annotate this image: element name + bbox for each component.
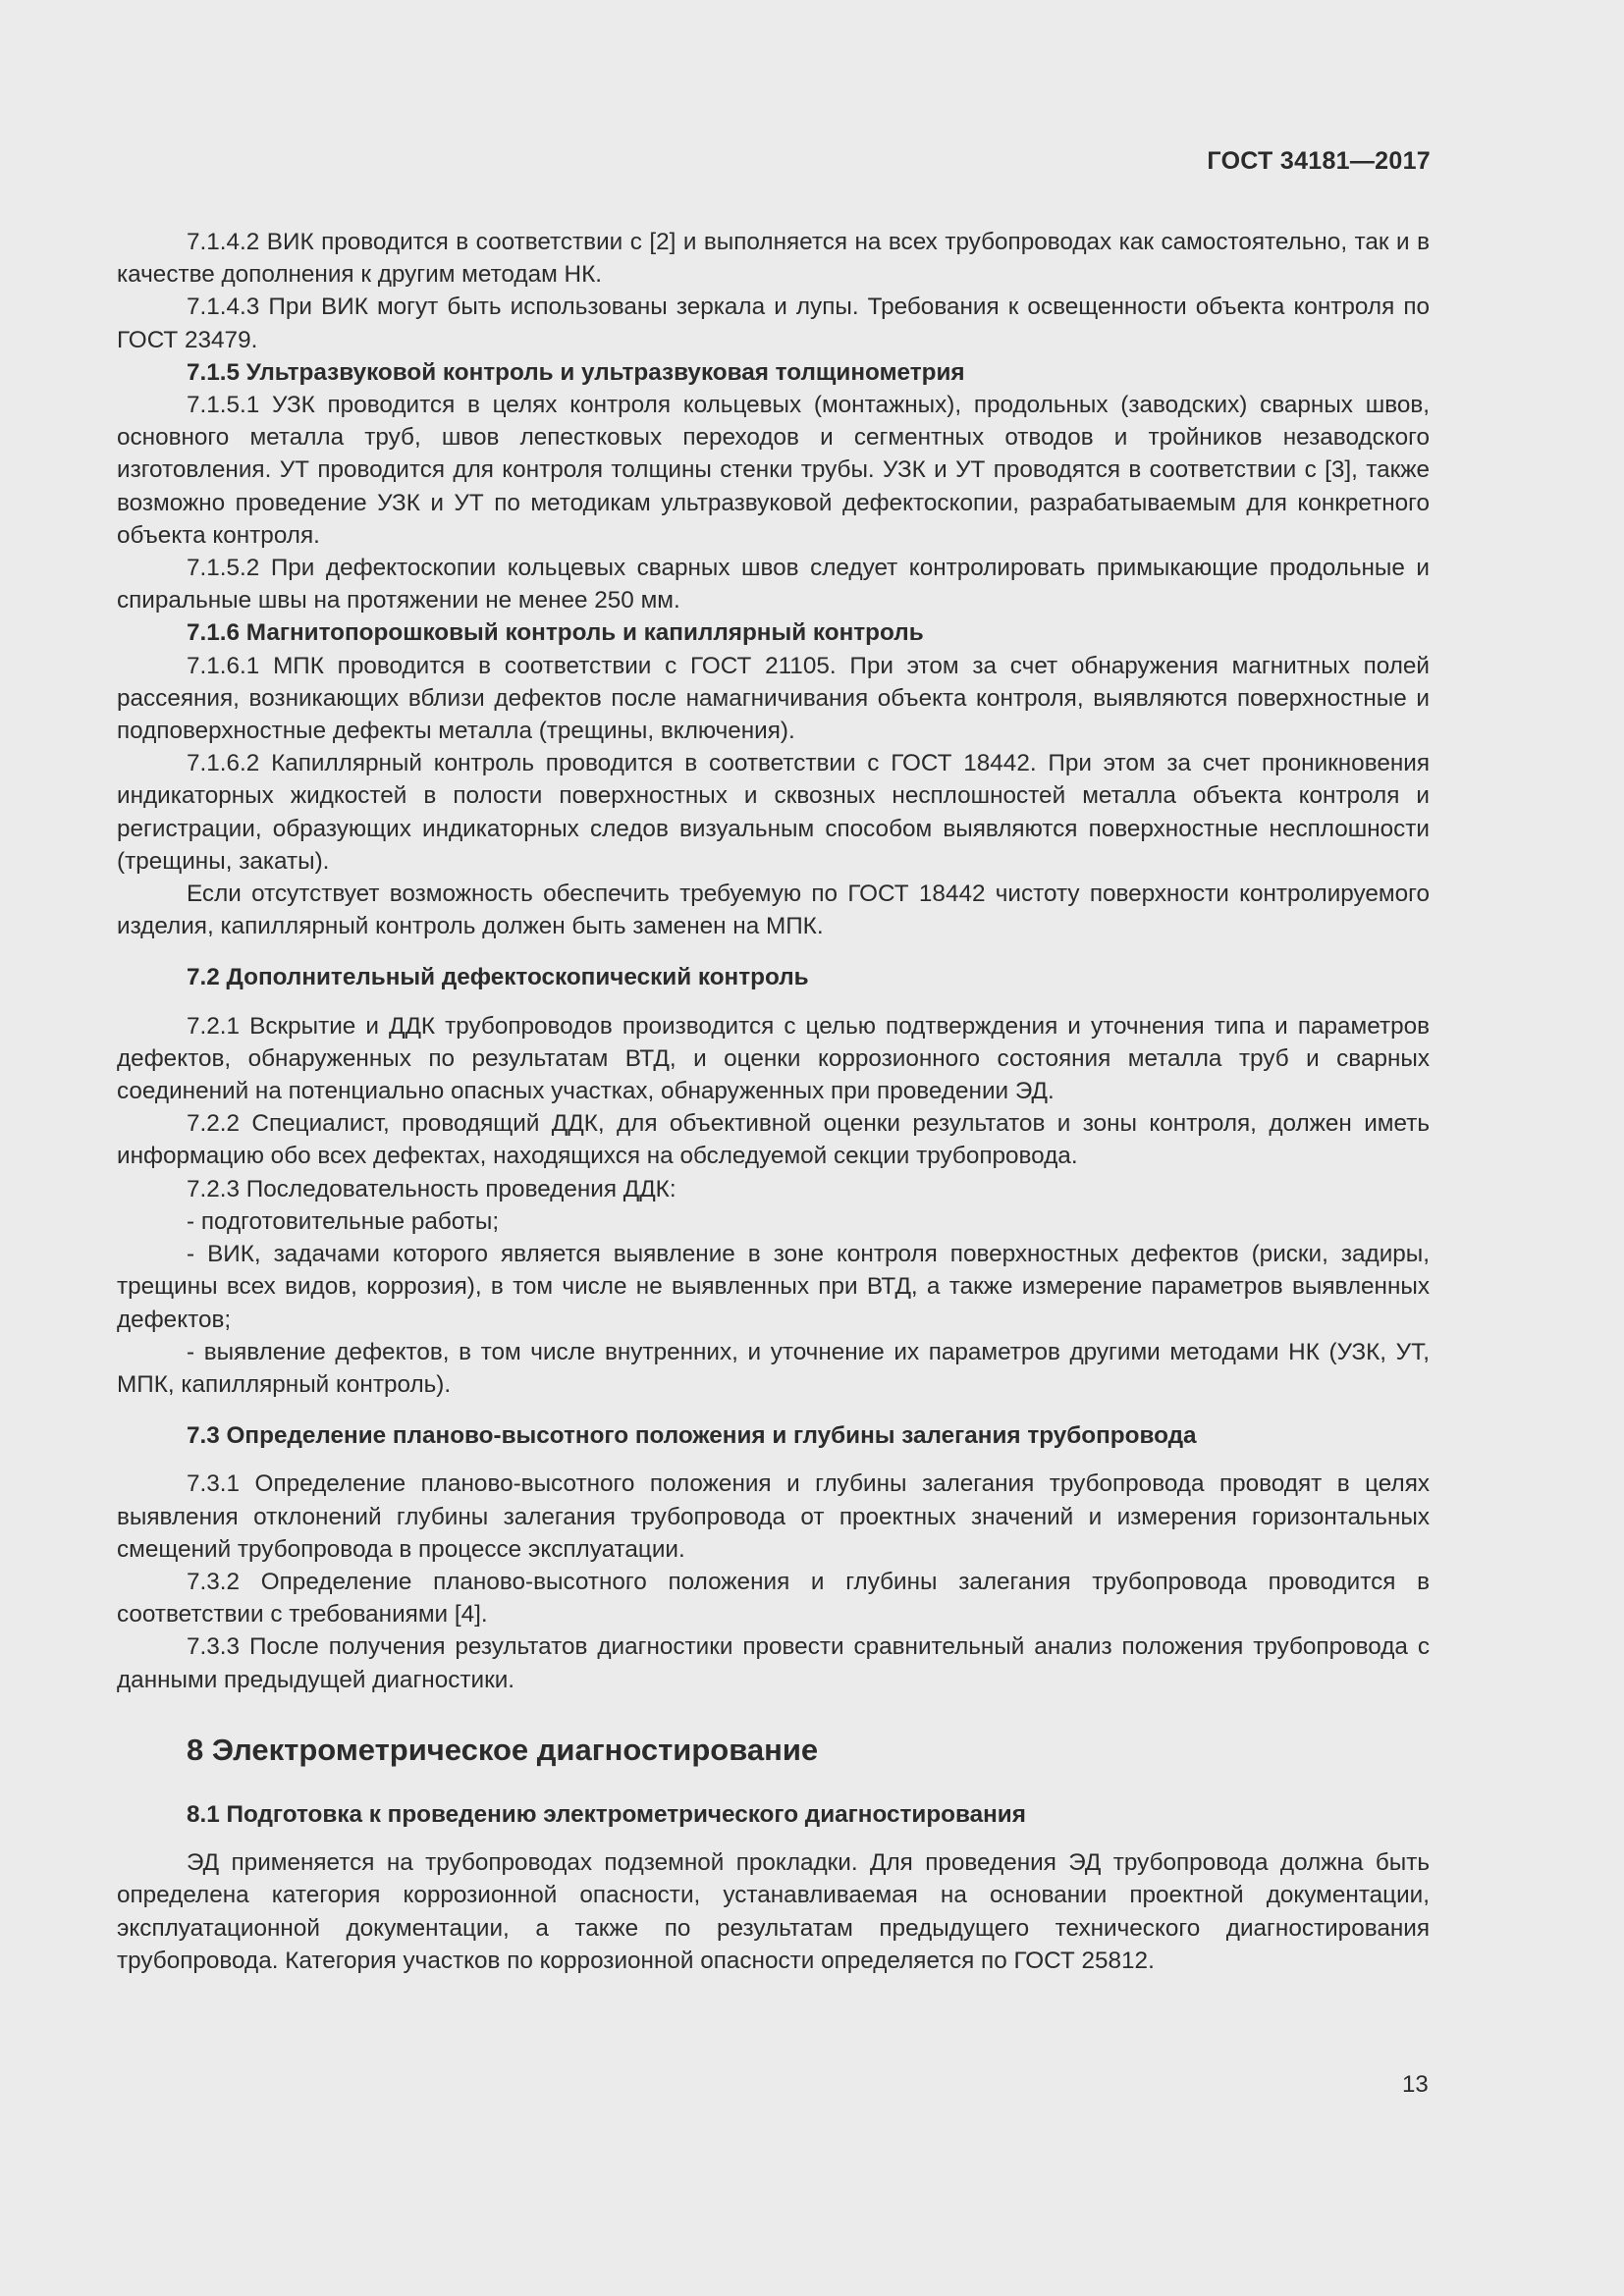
page-number: 13 [1402,2071,1429,2098]
list-item: - выявление дефектов, в том числе внутренних, и уточнение их параметров другими методами НК (УЗК, УТ, МПК, капиллярный контроль). [117,1338,1430,1398]
paragraph-7-3-3: 7.3.3 После получения результатов диагностики провести сравнительный анализ положения трубопровода с данными предыдущей диагностики. [117,1633,1430,1693]
list-item: - ВИК, задачами которого является выявление в зоне контроля поверхностных дефектов (риски, задиры, трещины всех видов, коррозия), в том числе не выявленных при ВТД, а также измерение параметров выявленных дефектов; [117,1241,1430,1333]
paragraph-8-1: ЭД применяется на трубопроводах подземной прокладки. Для проведения ЭД трубопровода должна быть определена категория коррозионной опасности, устанавливаемая на основании проектной документации, эксплуатационной документации, а также по результатам предыдущего технического диагностирования трубопровода. Категория участков по коррозионной опасности определяется по ГОСТ 25812. [117,1849,1430,1974]
paragraph-7-3-1: 7.3.1 Определение планово-высотного положения и глубины залегания трубопровода проводят в целях выявления отклонений глубины залегания трубопровода от проектных значений и измерения горизонтальных смещений трубопровода в процессе эксплуатации. [117,1470,1430,1563]
paragraph-7-2-2: 7.2.2 Специалист, проводящий ДДК, для объективной оценки результатов и зоны контроля, должен иметь информацию обо всех дефектах, находящихся на обследуемой секции трубопровода. [117,1110,1430,1170]
paragraph-7-1-5-2: 7.1.5.2 При дефектоскопии кольцевых сварных швов следует контролировать примыкающие продольные и спиральные швы на протяжении не менее 250 мм. [117,555,1430,614]
heading-section-8: 8 Электрометрическое диагностирование [187,1732,819,1767]
paragraph-7-1-4-2: 7.1.4.2 ВИК проводится в соответствии с [2] и выполняется на всех трубопроводах как самостоятельно, так и в качестве дополнения к другим методам НК. [117,229,1430,289]
heading-7-2: 7.2 Дополнительный дефектоскопический контроль [187,964,809,991]
paragraph-7-1-4-3: 7.1.4.3 При ВИК могут быть использованы зеркала и лупы. Требования к освещенности объекта контроля по ГОСТ 23479. [117,294,1430,353]
heading-7-1-6: 7.1.6 Магнитопорошковый контроль и капиллярный контроль [187,619,924,647]
heading-7-1-5: 7.1.5 Ультразвуковой контроль и ультразвуковая толщинометрия [187,358,965,386]
paragraph-7-2-1: 7.2.1 Вскрытие и ДДК трубопроводов производится с целью подтверждения и уточнения типа и параметров дефектов, обнаруженных по результатам ВТД, и оценки коррозионного состояния металла труб и сварных соединений на потенциально опасных участках, обнаруженных при проведении ЭД. [117,1012,1430,1105]
paragraph-7-1-6-2-note: Если отсутствует возможность обеспечить требуемую по ГОСТ 18442 чистоту поверхности контролируемого изделия, капиллярный контроль должен быть заменен на МПК. [117,881,1430,940]
list-item: - подготовительные работы; [187,1207,500,1235]
document-body [117,226,1430,1977]
paragraph-7-1-6-2: 7.1.6.2 Капиллярный контроль проводится в соответствии с ГОСТ 18442. При этом за счет проникновения индикаторных жидкостей в полости поверхностных и сквозных несплошностей металла объекта контроля и регистрации, образующих индикаторных следов визуальным способом выявляются поверхностные несплошности (трещины, закаты). [117,750,1430,875]
document-header: ГОСТ 34181—2017 [1207,147,1431,175]
paragraph-7-2-3: 7.2.3 Последовательность проведения ДДК: [187,1175,677,1202]
paragraph-7-1-5-1: 7.1.5.1 УЗК проводится в целях контроля кольцевых (монтажных), продольных (заводских) сварных швов, основного металла труб, швов лепестковых переходов и сегментных отводов и тройников незаводского изготовления. УТ проводится для контроля толщины стенки трубы. УЗК и УТ проводятся в соответствии с [3], также возможно проведение УЗК и УТ по методикам ультразвуковой дефектоскопии, разрабатываемым для конкретного объекта контроля. [117,392,1430,549]
heading-7-3: 7.3 Определение планово-высотного положения и глубины залегания трубопровода [187,1422,1197,1450]
paragraph-7-1-6-1: 7.1.6.1 МПК проводится в соответствии с ГОСТ 21105. При этом за счет обнаружения магнитных полей рассеяния, возникающих вблизи дефектов после намагничивания объекта контроля, выявляются поверхностные и подповерхностные дефекты металла (трещины, включения). [117,652,1430,745]
heading-8-1: 8.1 Подготовка к проведению электрометрического диагностирования [187,1800,1026,1828]
paragraph-7-3-2: 7.3.2 Определение планово-высотного положения и глубины залегания трубопровода проводится в соответствии с требованиями [4]. [117,1568,1430,1629]
